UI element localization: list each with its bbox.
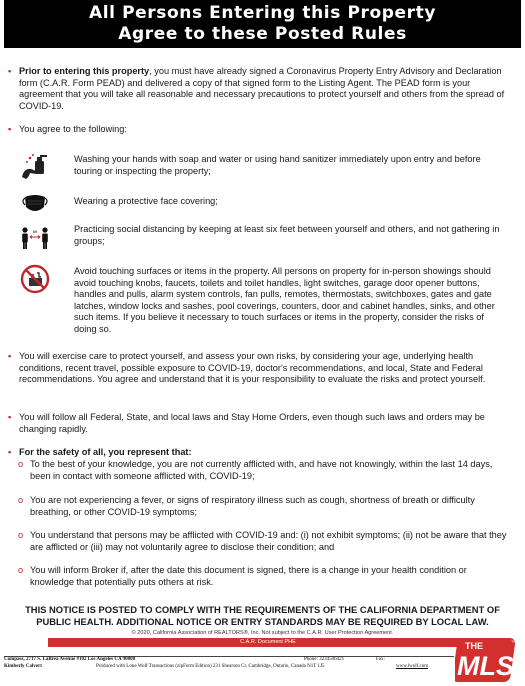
hand-sanitizer-icon: [20, 152, 50, 182]
circle-bullet-icon: o: [18, 459, 24, 469]
footer-produced: Produced with Lone Wolf Transactions (zipForm Edition) 231 Shearson Cr. Cambridge, Ontario, Canada N1T 1J5: [96, 664, 325, 669]
logo-line-1: THE: [465, 641, 483, 651]
form-footer: [4, 656, 454, 669]
rule-text: Avoid touching surfaces or items in the property. All persons on property for in-person showings should avoid touching knobs, faucets, toilets and toilet handles, light switches, garage door opener buttons, handles and pulls, alarm system controls, fan pulls, remotes, thermostats, switchboxes, gates and gate latches, window locks and sashes, pool coverings, counters, door and cabinet handles, sinks, and other such items. If you believe it necessary to touch surfaces or items in the property, consider the risks of doing so.: [74, 266, 495, 334]
prior-entry-paragraph: [8, 66, 513, 112]
legal-notice: [10, 604, 515, 627]
the-mls-logo: [455, 630, 521, 684]
bullet-icon: •: [8, 124, 12, 134]
representation-item: o You understand that persons may be afflicted with COVID-19 and: (i) not exhibit symptoms; (ii) not be aware that they are afflicted or (iii) may not voluntarily agree to disclose their condition; and: [18, 530, 507, 552]
title-banner: [4, 0, 521, 48]
prior-entry-text: , you must have already signed a Coronavirus Property Entry Advisory and Declaration form (C.A.R. Form PEAD) and delivered a copy of that signed form to the Listing Agent. The PEAD form is your agreement that you will take all reasonable and necessary precautions to protect yourself and others from the spread of COVID-19.: [19, 66, 505, 111]
notice-line-1: THIS NOTICE IS POSTED TO COMPLY WITH THE REQUIREMENTS OF THE CALIFORNIA DEPARTMENT OF: [25, 604, 500, 615]
footer-site: www.lwolf.com: [396, 664, 429, 669]
rule-text: Washing your hands with soap and water or using hand sanitizer immediately upon entry and before touring or inspecting the property;: [74, 154, 481, 176]
footer-agent: Kimberly Calvert: [4, 664, 42, 669]
title-line-1: All Persons Entering this Property: [88, 3, 437, 23]
representation-item: o To the best of your knowledge, you are not currently afflicted with, and have not knowingly, within the last 14 days, been in contact with someone afflicted with, COVID-19;: [18, 459, 493, 481]
laws-paragraph: • You will follow all Federal, State, and local laws and Stay Home Orders, even though such laws and orders may be changing rapidly.: [8, 412, 485, 434]
copyright-text: © 2020, California Association of REALTORS®, Inc. Not subject to the C.A.R. User Protection Agreement.: [131, 630, 394, 636]
footer-fax: Fax:: [376, 657, 385, 662]
representation-item: o You will inform Broker if, after the date this document is signed, there is a change in your health condition or knowledge that potentially puts others at risk.: [18, 565, 467, 587]
bullet-icon: •: [8, 66, 12, 76]
representation-item: o You are not experiencing a fever, or signs of respiratory illness such as cough, shortness of breath or difficulty breathing, or other COVID-19 symptoms;: [18, 495, 475, 517]
footer-company: Compass, 2717 S. LaBrea Avenue #102 Los Angeles CA 90008: [4, 657, 136, 662]
rule-text: Wearing a protective face covering;: [74, 196, 218, 206]
bullet-icon: •: [8, 447, 12, 457]
footer-phone: Phone: 3234506421: [304, 657, 345, 662]
circle-bullet-icon: o: [18, 565, 24, 575]
prior-entry-lead: Prior to entering this property: [19, 66, 150, 76]
social-distancing-icon: [20, 222, 50, 252]
notice-line-2: PUBLIC HEALTH. ADDITIONAL NOTICE OR ENTRY STANDARDS MAY BE REQUIRED BY LOCAL LAW.: [36, 615, 489, 627]
logo-trademark: ™: [511, 640, 516, 646]
safety-intro: • For the safety of all, you represent that:: [8, 447, 192, 457]
face-mask-icon: [20, 188, 50, 218]
bullet-icon: •: [8, 412, 12, 422]
bullet-icon: •: [8, 351, 12, 361]
circle-bullet-icon: o: [18, 530, 24, 540]
document-id-bar: C.A.R. Document PHE: [48, 638, 488, 647]
distance-label: 6ft: [32, 229, 38, 234]
logo-line-2: MLS: [457, 651, 514, 681]
care-paragraph: • You will exercise care to protect yourself, and assess your own risks, by considering your age, underlying health conditions, recent travel, possible exposure to COVID-19, doctor's recommendations, and local, State and Federal recommendations. You agree and understand that it is your responsibility to evaluate the risks and protect yourself.: [8, 351, 486, 385]
title-line-2: Agree to these Posted Rules: [118, 24, 407, 44]
circle-bullet-icon: o: [18, 495, 24, 505]
no-touching-icon: [20, 264, 50, 294]
agree-intro: • You agree to the following:: [8, 124, 127, 134]
rule-text: Practicing social distancing by keeping at least six feet between yourself and others, and not gathering in groups;: [74, 224, 500, 246]
